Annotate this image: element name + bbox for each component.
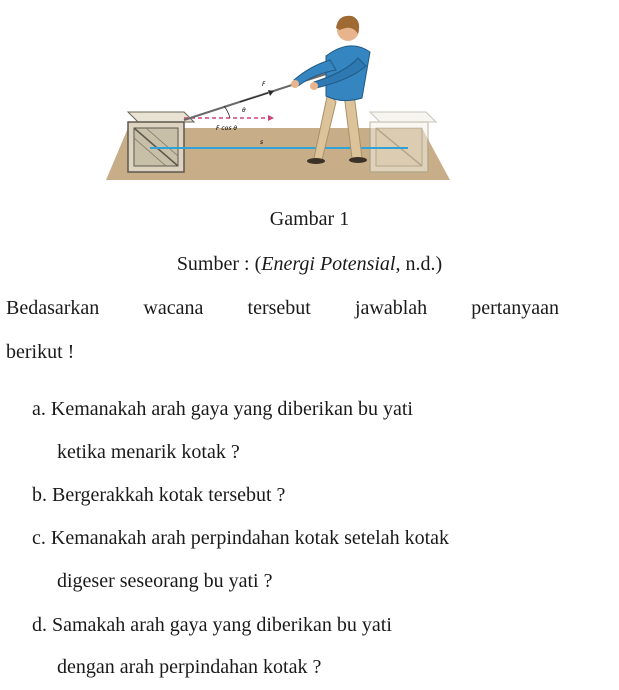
- label-component: F cos θ: [216, 125, 238, 132]
- figure-caption: Gambar 1: [269, 208, 350, 230]
- question-c-continued: digeser seseorang bu yati ?: [57, 570, 273, 592]
- source-prefix: Sumber : (: [176, 253, 262, 275]
- label-force: F: [262, 81, 266, 88]
- intro-line-1: Bedasarkan wacana tersebut jawablah pertanyaan: [6, 297, 559, 319]
- source-suffix: , n.d.): [395, 253, 443, 275]
- question-d: d. Samakah arah gaya yang diberikan bu yati: [32, 614, 392, 636]
- source-title: Energi Potensial: [261, 253, 396, 275]
- question-a: a. Kemanakah arah gaya yang diberikan bu yati: [32, 398, 413, 420]
- crate-left: [128, 112, 194, 172]
- label-displacement: s: [260, 139, 264, 146]
- label-angle: θ: [242, 107, 246, 114]
- intro-line-2: berikut !: [6, 341, 75, 363]
- crate-right: [370, 112, 436, 172]
- question-c: c. Kemanakah arah perpindahan kotak setelah kotak: [32, 527, 450, 549]
- figure-source: [0, 253, 619, 276]
- physics-illustration: [100, 8, 460, 186]
- question-b: b. Bergerakkah kotak tersebut ?: [32, 484, 286, 506]
- question-a-continued: ketika menarik kotak ?: [57, 441, 240, 463]
- question-d-continued: dengan arah perpindahan kotak ?: [57, 656, 322, 678]
